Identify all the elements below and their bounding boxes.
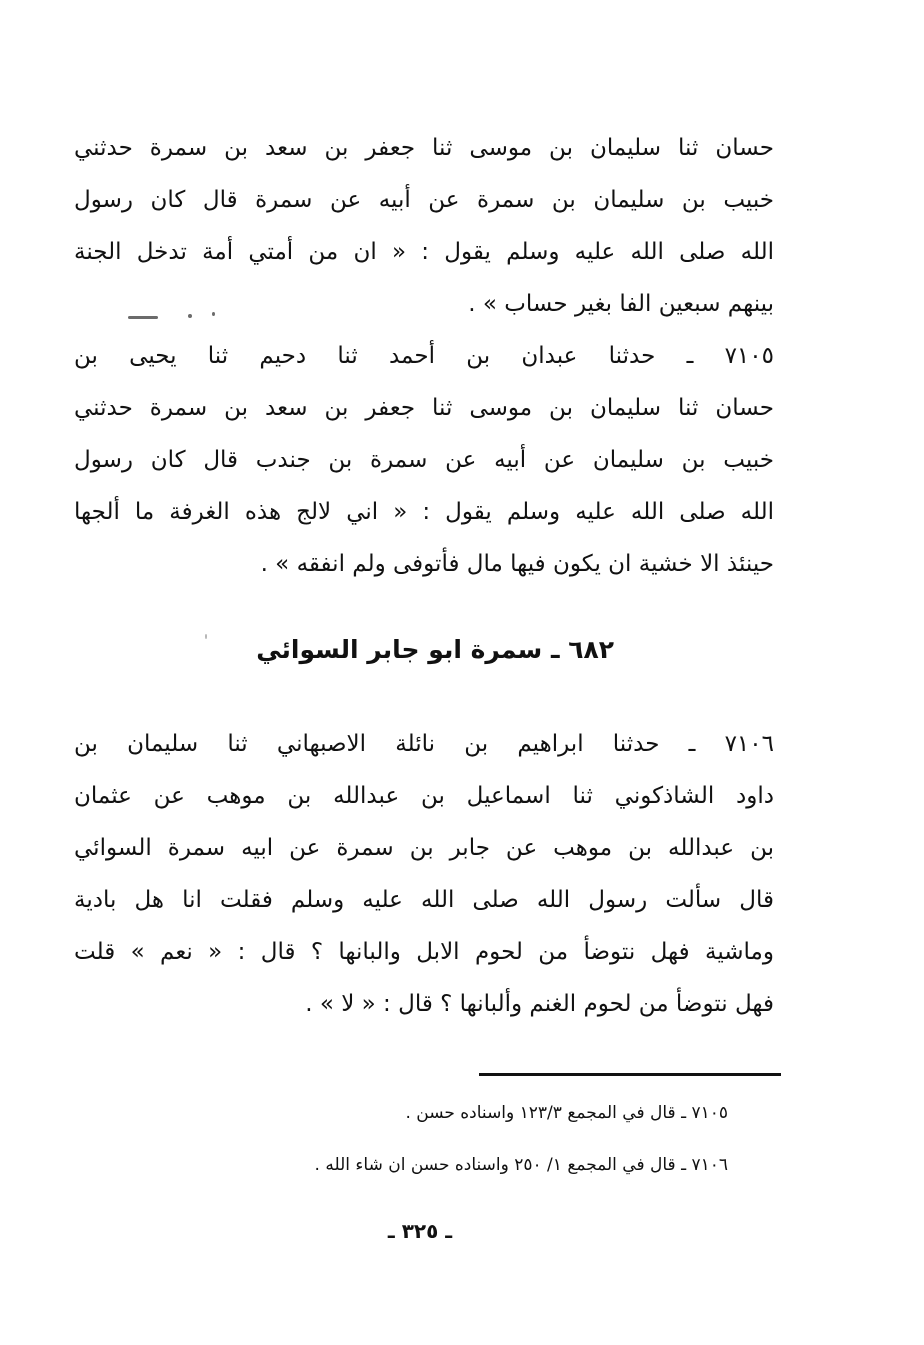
text-line: حسان ثنا سليمان بن موسى ثنا جعفر بن سعد بن سمرة حدثني [74, 395, 774, 421]
footnote-divider [479, 1073, 781, 1076]
text-line: ٧١٠٥ ـ حدثنا عبدان بن أحمد ثنا دحيم ثنا يحيى بن [74, 343, 774, 369]
text-line: حينئذ الا خشية ان يكون فيها مال فأتوفى ولم انفقه » . [260, 551, 774, 577]
scan-speck [128, 316, 158, 319]
text-line: بينهم سبعين الفا بغير حساب » . [468, 291, 774, 317]
text-line: فهل نتوضأ من لحوم الغنم وألبانها ؟ قال : « لا » . [305, 991, 774, 1017]
text-line: داود الشاذكوني ثنا اسماعيل بن عبدالله بن موهب عن عثمان [74, 783, 774, 809]
text-line: حسان ثنا سليمان بن موسى ثنا جعفر بن سعد بن سمرة حدثني [74, 135, 774, 161]
text-line: خبيب بن سليمان بن سمرة عن أبيه عن سمرة قال كان رسول [74, 187, 774, 213]
scan-speck [212, 312, 215, 316]
hadith-paragraph-continued [74, 122, 774, 330]
footnote-7105: ٧١٠٥ ـ قال في المجمع ١٢٣/٣ واسناده حسن . [405, 1103, 728, 1123]
hadith-paragraph-7105 [74, 330, 774, 590]
text-line: الله صلى الله عليه وسلم يقول : « ان من أمتي أمة تدخل الجنة [74, 239, 774, 265]
text-line: وماشية فهل نتوضأ من لحوم الابل والبانها ؟ قال : « نعم » قلت [74, 939, 774, 965]
footnote-7106: ٧١٠٦ ـ قال في المجمع ١/ ٢٥٠ واسناده حسن ان شاء الله . [314, 1155, 728, 1175]
text-line: ٧١٠٦ ـ حدثنا ابراهيم بن نائلة الاصبهاني ثنا سليمان بن [74, 731, 774, 757]
text-line: الله صلى الله عليه وسلم يقول : « اني لالج هذه الغرفة ما ألجها [74, 499, 774, 525]
scan-speck [188, 314, 192, 318]
text-line: بن عبدالله بن موهب عن جابر بن سمرة عن ابيه سمرة السوائي [74, 835, 774, 861]
text-line: خبيب بن سليمان عن أبيه عن سمرة بن جندب قال كان رسول [74, 447, 774, 473]
page-number: ـ ٣٢٥ ـ [387, 1219, 453, 1243]
section-heading: ٦٨٢ ـ سمرة ابو جابر السوائي [256, 635, 614, 664]
hadith-paragraph-7106 [74, 718, 774, 1030]
scan-speck [205, 634, 207, 639]
text-line: قال سألت رسول الله صلى الله عليه وسلم فقلت انا هل بادية [74, 887, 774, 913]
